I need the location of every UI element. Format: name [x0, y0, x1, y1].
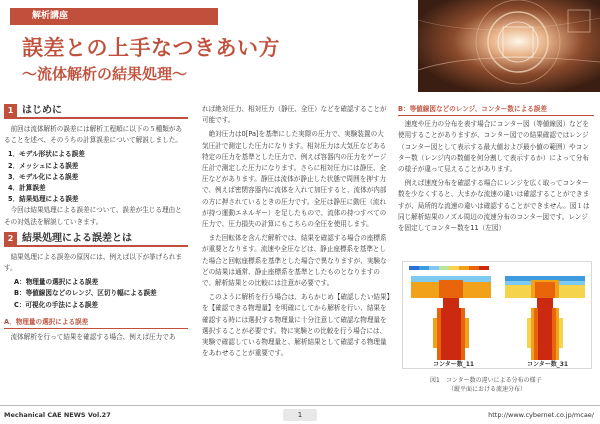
- error-type-item: 2．メッシュによる誤差: [8, 161, 79, 170]
- subsection-a-paragraph: 流体解析を行って結果を確認する場合、例えば圧力であ: [10, 333, 176, 342]
- body-paragraph: このように解析を行う場合は、あらかじめ【確認したい結果】を【確認できる物理量】を明確にしてから解析を行い、結果を確認する時には選択する物理量に十分注意して確認な物理量を選択することが必要です。特に実験との比較を行う場合には、実験で確認している物理量と、解析結果として確認する物理量をあわせることが重要です。: [202, 293, 390, 358]
- body-paragraph: 絶対圧力は0[Pa]を基準にした実際の圧力で、実験装置の大気圧計で測定した圧力になります。相対圧力は大気圧などある特定の圧力を基準とした圧力で、例えば容器内の圧力をゲージ圧計で測定した圧力になります。さらに相対圧力には静圧、全圧などがあります。静圧は流体が静止した状態で周囲を押す力で、例えば密閉容器内に流体を入れて加圧すると、流体が内部の方に押されているときの圧力です。全圧は静圧に動圧（流れが持つ運動エネルギー）を足したもので、流体の持つすべての圧力で、圧力損失の計算にもこちらの全圧を使用します。: [202, 130, 387, 229]
- caption-number: 図1: [430, 377, 440, 384]
- error-type-item: 3．モデル化による誤差: [8, 172, 79, 181]
- section-1-number: 1: [4, 104, 17, 117]
- page-footer: [0, 405, 600, 424]
- header-decoration-image: [418, 0, 600, 92]
- section-2-number: 2: [4, 232, 17, 245]
- caption-line-1: コンター数の違いによる分布の様子: [445, 377, 542, 384]
- body-paragraph: 速度や圧力の分布を表す場合にコンター図（等値線図）などを使用することがありますが、コンター図での結果確認ではレンジ（コンター図として表示する最大値および最小値の範囲）やコンター数（レンジ内の数値を何分割して表示するか）によって分布の様子が違って見えることがあります。: [398, 120, 589, 174]
- section-2-paragraph: 結果処理による誤差の原因には、例えば以下が挙げられます。: [4, 252, 183, 273]
- figure-1: [402, 261, 592, 369]
- cause-item: B：等値線図などのレンジ、区切り幅による誤差: [14, 289, 157, 298]
- right-figure-label: コンター数_31: [527, 361, 569, 368]
- left-figure-label: コンター数_11: [433, 361, 475, 368]
- body-paragraph: れば絶対圧力、相対圧力（静圧、全圧）などを確認することが可能です。: [202, 105, 387, 125]
- page-header: [0, 0, 600, 92]
- caption-line-2: （縦平面における流速分布）: [448, 386, 527, 393]
- color-legend-bar: [409, 266, 489, 270]
- intro-paragraph-2: 今回は結果処理による誤差について、誤差が生じる理由とその対処法を解説していきます。: [4, 206, 182, 226]
- error-type-item: 1．モデル形状による誤差: [8, 150, 85, 159]
- section-1-title: はじめに: [22, 104, 62, 116]
- article-subtitle: ～流体解析の結果処理～: [22, 65, 188, 83]
- intro-paragraph: 前回は流体解析の誤差には解析工程順に以下の５種類があることを述べ、そのうちの計算誤差について解説しました。: [4, 125, 183, 145]
- contour-right: [505, 276, 585, 360]
- category-tag: 解析講座: [10, 8, 218, 25]
- body-paragraph: また回転体を含んだ解析では、結果を確認する場合の座標系が重要となります。流速や全圧などは、静止座標系を基準とした場合と回転座標系を基準とした場合で異なりますが、実験などの結果は通常、静止座標系を基準としたものとなりますので、解析結果との比較には注意が必要です。: [202, 234, 387, 288]
- column-2: [202, 104, 390, 362]
- publication-name: Mechanical CAE NEWS Vol.27: [4, 411, 111, 419]
- cause-item: A：物理量の選択による誤差: [14, 278, 99, 287]
- subsection-a-heading: A．物理量の選択による誤差: [4, 317, 188, 329]
- column-3: [398, 104, 594, 237]
- article-title: 誤差との上手なつきあい方: [22, 36, 280, 60]
- contour-left: [411, 276, 491, 360]
- header-decoration-graphic: [418, 0, 600, 92]
- section-1-header: [4, 104, 188, 119]
- contour-figure-graphic: [403, 262, 593, 370]
- section-2-title: 結果処理による誤差とは: [22, 232, 132, 244]
- section-2-header: [4, 232, 188, 247]
- cause-item: C：可視化の手法による誤差: [14, 300, 98, 309]
- subsection-b-heading: B：等値線図などのレンジ、コンター数による誤差: [398, 104, 594, 116]
- error-type-item: 5．結果処理による誤差: [8, 195, 79, 204]
- page-number: 1: [283, 409, 317, 421]
- column-1: [4, 104, 188, 346]
- website-url[interactable]: http://www.cybernet.co.jp/mcae/: [488, 411, 594, 419]
- error-type-item: 4．計算誤差: [8, 184, 46, 193]
- figure-caption: [430, 376, 590, 394]
- body-paragraph: 例えば速度分布を確認する場合にレンジを広く取ってコンター数を少なくすると、大まかな流速の違いは確認することができますが、局所的な流速の違いは確認することができません。図１は同じ解析結果のノズル周辺の流速分布のコンター図です。レンジを固定してコンター数を11（左図）: [398, 179, 590, 233]
